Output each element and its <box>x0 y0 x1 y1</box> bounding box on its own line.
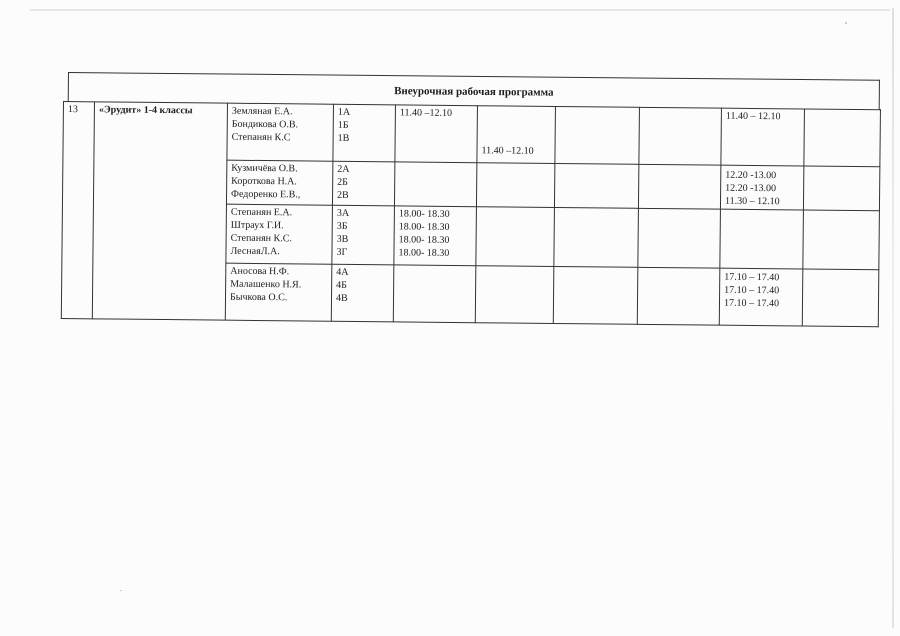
time-slot: 11.40 –12.10 <box>481 145 534 157</box>
class-label: 4В <box>335 292 348 304</box>
class-label: 1Б <box>337 119 349 131</box>
teacher-name: Кузмичёва О.В. <box>231 162 298 175</box>
class-label: 3Б <box>336 220 348 232</box>
class-label: 4А <box>336 266 349 278</box>
teacher-name: Короткова Н.А. <box>231 175 297 188</box>
class-label: 1А <box>337 106 351 118</box>
teacher-name: Степанян К.С <box>231 131 291 144</box>
teacher-name: Федоренко Е.В., <box>231 188 301 201</box>
classes-cell <box>332 205 395 265</box>
teacher-name: Бычкова О.С. <box>229 291 288 304</box>
time-slot-cell <box>804 109 881 167</box>
time-slot-cell <box>720 209 804 269</box>
time-slot: 12.20 -13.00 <box>725 182 777 195</box>
time-slot-cell <box>721 108 805 166</box>
class-label: 2А <box>337 163 350 175</box>
teacher-name: Штраух Г.И. <box>230 219 284 232</box>
table-row <box>63 102 881 167</box>
time-slot-cell <box>476 207 555 267</box>
teachers-cell <box>226 160 332 205</box>
time-slot-cell <box>476 163 554 208</box>
teacher-name: Малашенко Н.Я. <box>230 278 302 291</box>
scan-speck <box>845 22 847 24</box>
row-number: 13 <box>61 102 94 319</box>
scan-right-edge <box>892 8 894 628</box>
teachers-cell <box>226 204 333 264</box>
time-slot-cell <box>803 166 879 211</box>
time-slot-cell <box>475 266 554 324</box>
time-slot-cell <box>802 269 879 327</box>
program-title: Внеурочная рабочая программа <box>394 85 554 99</box>
teacher-name: ЛеснаяЛ.А. <box>230 245 280 258</box>
class-label: 2В <box>337 189 349 201</box>
time-slot: 18.00- 18.30 <box>398 234 450 246</box>
teachers-cell <box>227 103 334 161</box>
teacher-name: Степанян Е.А. <box>230 206 293 219</box>
time-slot-cell <box>477 106 556 164</box>
time-slot: 18.00- 18.30 <box>398 208 450 220</box>
time-slot: 17.10 – 17.40 <box>723 297 780 310</box>
time-slot-cell <box>395 105 478 163</box>
time-slot: 12.20 -13.00 <box>725 169 777 182</box>
time-slot: 17.10 – 17.40 <box>724 271 780 284</box>
time-slot-cell <box>394 206 477 266</box>
class-label: 4Б <box>336 279 347 291</box>
program-name: «Эрудит» 1-4 классы <box>92 102 227 320</box>
time-slot-cell <box>637 267 720 325</box>
teacher-name: Аносова Н.Ф. <box>230 265 290 278</box>
time-slot-cell <box>394 162 476 207</box>
time-slot-cell <box>720 165 803 210</box>
time-slot-cell <box>639 107 722 165</box>
time-slot-cell <box>554 163 638 208</box>
time-slot-cell <box>554 207 639 267</box>
time-slot-cell <box>638 164 720 209</box>
classes-cell <box>331 264 394 322</box>
class-label: 3В <box>336 233 349 245</box>
class-label: 3А <box>336 207 350 219</box>
class-label: 2Б <box>337 176 348 188</box>
time-slot: 11.40 – 12.10 <box>725 110 781 123</box>
time-slot-cell <box>719 268 803 326</box>
classes-cell <box>332 161 394 206</box>
class-label: 1В <box>337 132 350 144</box>
time-slot: 18.00- 18.30 <box>398 247 450 259</box>
time-slot-cell <box>555 106 640 164</box>
time-slot: 11.30 – 12.10 <box>724 195 780 208</box>
time-slot-cell <box>393 265 476 323</box>
time-slot: 11.40 –12.10 <box>399 107 453 119</box>
teacher-name: Степанян К.С. <box>230 232 292 245</box>
scan-top-edge <box>30 9 890 11</box>
teachers-cell <box>225 263 332 321</box>
teacher-name: Земляная Е.А. <box>231 105 293 118</box>
scan-speck <box>120 590 122 591</box>
classes-cell <box>333 104 396 162</box>
time-slot: 17.10 – 17.40 <box>724 284 780 297</box>
class-label: 3Г <box>336 246 348 258</box>
schedule-table <box>61 101 881 327</box>
time-slot-cell <box>803 210 880 270</box>
time-slot-cell <box>638 208 721 268</box>
teacher-name: Бондикова О.В. <box>231 118 299 131</box>
time-slot-cell <box>553 266 638 324</box>
schedule-table-wrapper <box>61 101 881 327</box>
time-slot: 18.00- 18.30 <box>398 221 450 233</box>
